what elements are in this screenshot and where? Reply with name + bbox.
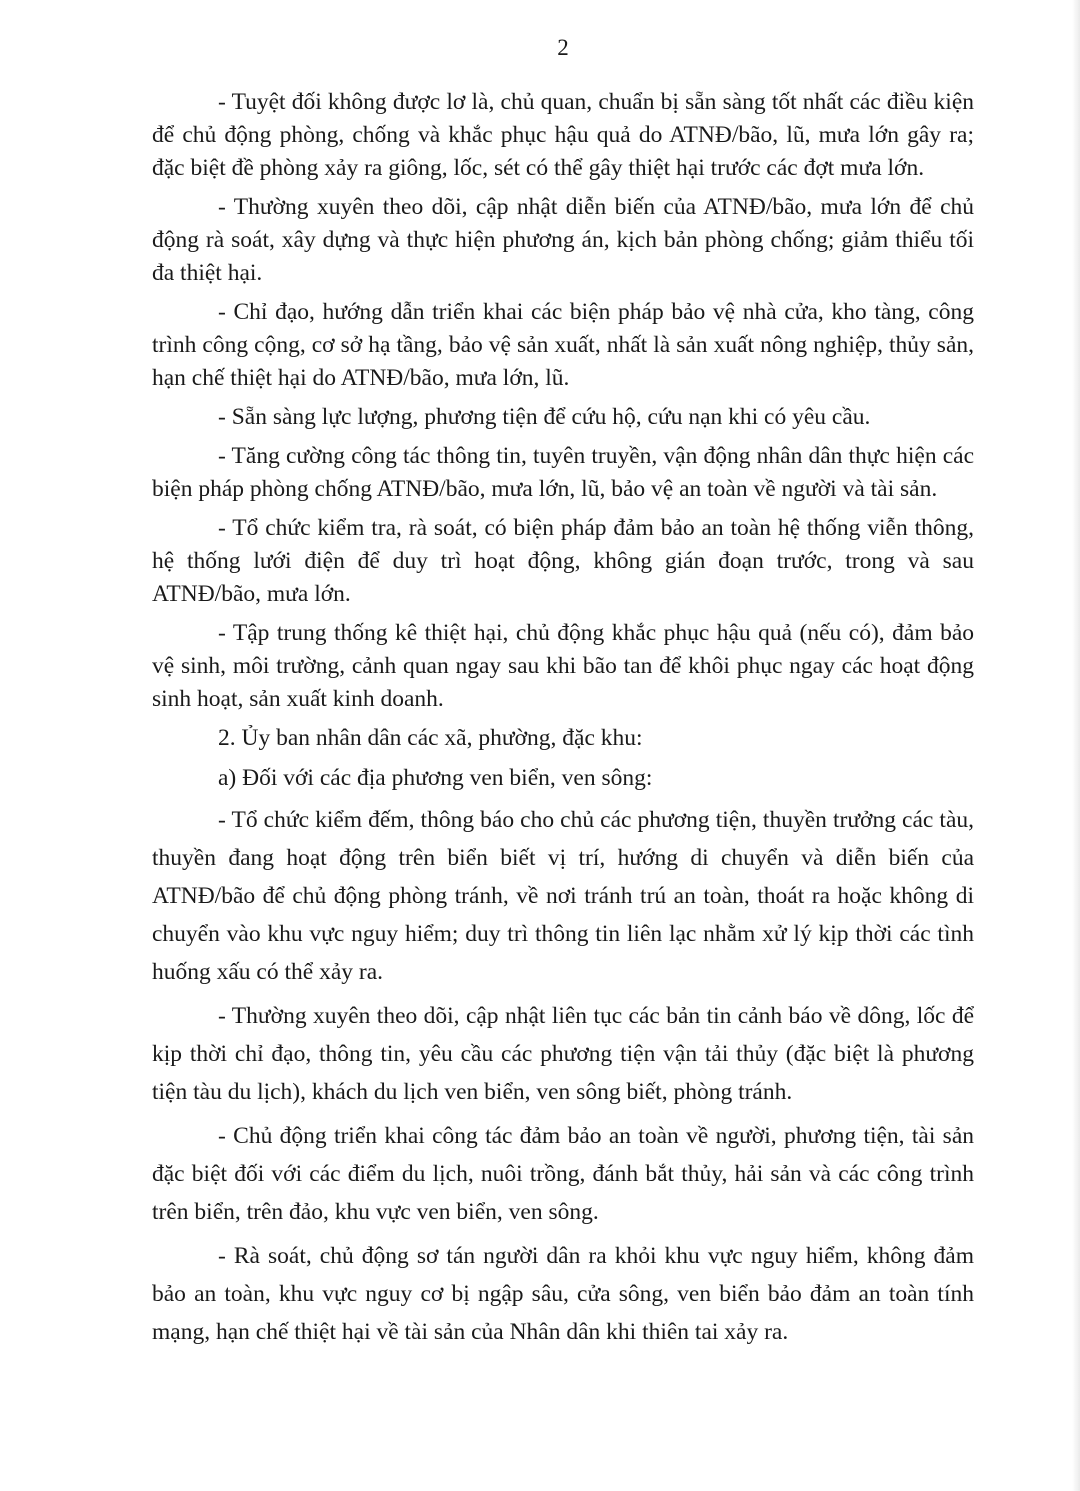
subsection-heading-a: a) Đối với các địa phương ven biển, ven sông: bbox=[218, 765, 653, 791]
section-heading-2: 2. Ủy ban nhân dân các xã, phường, đặc khu: bbox=[218, 725, 643, 751]
paragraph-9: - Thường xuyên theo dõi, cập nhật liên tục các bản tin cảnh báo về dông, lốc để kịp thời chỉ đạo, thông tin, yêu cầu các phương tiện vận tải thủy (đặc biệt là phương tiện tàu du lịch), khách du lịch ven biển, ven sông biết, phòng tránh. bbox=[152, 1003, 974, 1105]
paragraph-8: - Tổ chức kiểm đếm, thông báo cho chủ các phương tiện, thuyền trưởng các tàu, thuyền đang hoạt động trên biển biết vị trí, hướng di chuyển và diễn biến của ATNĐ/bão để chủ động phòng tránh, về nơi tránh trú an toàn, thoát ra hoặc không di chuyển vào khu vực nguy hiểm; duy trì thông tin liên lạc nhằm xử lý kịp thời các tình huống xấu có thể xảy ra. bbox=[152, 807, 974, 985]
paragraph-7: - Tập trung thống kê thiệt hại, chủ động khắc phục hậu quả (nếu có), đảm bảo vệ sinh, môi trường, cảnh quan ngay sau khi bão tan để khôi phục ngay các hoạt động sinh hoạt, sản xuất kinh doanh. bbox=[152, 620, 974, 712]
paragraph-6: - Tổ chức kiểm tra, rà soát, có biện pháp đảm bảo an toàn hệ thống viễn thông, hệ thống lưới điện để duy trì hoạt động, không gián đoạn trước, trong và sau ATNĐ/bão, mưa lớn. bbox=[152, 515, 974, 607]
page-number: 2 bbox=[557, 35, 569, 60]
paragraph-1: - Tuyệt đối không được lơ là, chủ quan, chuẩn bị sẵn sàng tốt nhất các điều kiện để chủ động phòng, chống và khắc phục hậu quả do ATNĐ/bão, lũ, mưa lớn gây ra; đặc biệt đề phòng xảy ra giông, lốc, sét có thể gây thiệt hại trước các đợt mưa lớn. bbox=[152, 89, 974, 181]
document-body bbox=[152, 86, 974, 1351]
paragraph-3: - Chỉ đạo, hướng dẫn triển khai các biện pháp bảo vệ nhà cửa, kho tàng, công trình công cộng, cơ sở hạ tầng, bảo vệ sản xuất, nhất là sản xuất nông nghiệp, thủy sản, hạn chế thiệt hại do ATNĐ/bão, mưa lớn, lũ. bbox=[152, 299, 974, 391]
paragraph-5: - Tăng cường công tác thông tin, tuyên truyền, vận động nhân dân thực hiện các biện pháp phòng chống ATNĐ/bão, mưa lớn, lũ, bảo vệ an toàn về người và tài sản. bbox=[152, 443, 974, 502]
page-edge-shadow bbox=[1072, 0, 1080, 1491]
paragraph-10: - Chủ động triển khai công tác đảm bảo an toàn về người, phương tiện, tài sản đặc biệt đối với các điểm du lịch, nuôi trồng, đánh bắt thủy, hải sản và các công trình trên biển, trên đảo, khu vực ven biển, ven sông. bbox=[152, 1123, 974, 1225]
paragraph-4: - Sẵn sàng lực lượng, phương tiện để cứu hộ, cứu nạn khi có yêu cầu. bbox=[218, 404, 871, 430]
paragraph-11: - Rà soát, chủ động sơ tán người dân ra khỏi khu vực nguy hiểm, không đảm bảo an toàn, khu vực nguy cơ bị ngập sâu, cửa sông, ven biển bảo đảm an toàn tính mạng, hạn chế thiệt hại về tài sản của Nhân dân khi thiên tai xảy ra. bbox=[152, 1243, 974, 1345]
paragraph-2: - Thường xuyên theo dõi, cập nhật diễn biến của ATNĐ/bão, mưa lớn để chủ động rà soát, xây dựng và thực hiện phương án, kịch bản phòng chống; giảm thiểu tối đa thiệt hại. bbox=[152, 194, 974, 286]
